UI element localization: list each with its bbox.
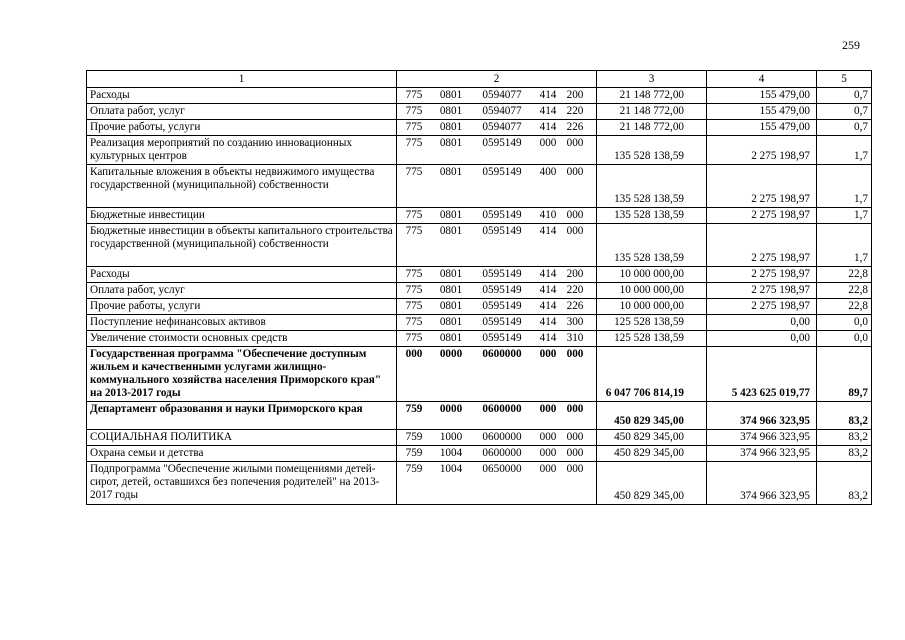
percent-executed: 83,2	[817, 402, 872, 430]
table-row	[87, 267, 872, 283]
code-c5: 000	[566, 137, 584, 149]
code-c4: 000	[539, 463, 557, 475]
amount-planned: 135 528 138,59	[597, 224, 707, 267]
code-c5: 000	[566, 403, 584, 415]
code-c3: 0595149	[482, 300, 522, 312]
row-name: Бюджетные инвестиции в объекты капитального строительства государственной (муниципальной) собственности	[87, 224, 397, 267]
code-c4: 414	[539, 268, 557, 280]
code-c1: 775	[405, 332, 423, 344]
code-c2: 0801	[439, 284, 463, 296]
row-classification-codes	[397, 104, 597, 120]
amount-executed: 155 479,00	[707, 120, 817, 136]
amount-planned: 6 047 706 814,19	[597, 347, 707, 402]
code-c4: 414	[539, 300, 557, 312]
code-c1: 759	[405, 463, 423, 475]
table-row	[87, 462, 872, 505]
code-c1: 775	[405, 300, 423, 312]
percent-executed: 22,8	[817, 283, 872, 299]
row-name: Расходы	[87, 267, 397, 283]
row-classification-codes	[397, 430, 597, 446]
amount-planned: 10 000 000,00	[597, 283, 707, 299]
table-row	[87, 331, 872, 347]
amount-planned: 21 148 772,00	[597, 104, 707, 120]
code-c1: 775	[405, 284, 423, 296]
code-c3: 0600000	[482, 348, 522, 360]
code-c1: 759	[405, 431, 423, 443]
row-name: Расходы	[87, 88, 397, 104]
amount-executed: 5 423 625 019,77	[707, 347, 817, 402]
row-classification-codes	[397, 88, 597, 104]
table-row	[87, 88, 872, 104]
code-c5: 220	[566, 284, 584, 296]
table-row	[87, 136, 872, 165]
row-classification-codes	[397, 462, 597, 505]
table-row	[87, 224, 872, 267]
code-c4: 414	[539, 121, 557, 133]
code-c5: 300	[566, 316, 584, 328]
amount-planned: 450 829 345,00	[597, 462, 707, 505]
amount-planned: 21 148 772,00	[597, 88, 707, 104]
table-body	[87, 71, 872, 505]
code-c2: 0801	[439, 332, 463, 344]
table-row	[87, 165, 872, 208]
code-c5: 226	[566, 121, 584, 133]
code-c4: 000	[539, 137, 557, 149]
code-c4: 000	[539, 348, 557, 360]
code-c2: 0801	[439, 137, 463, 149]
code-c3: 0595149	[482, 137, 522, 149]
code-c2: 0801	[439, 300, 463, 312]
percent-executed: 0,0	[817, 331, 872, 347]
header-col-3: 3	[597, 71, 707, 88]
amount-planned: 10 000 000,00	[597, 267, 707, 283]
code-c2: 0801	[439, 225, 463, 237]
header-col-5: 5	[817, 71, 872, 88]
percent-executed: 1,7	[817, 165, 872, 208]
amount-planned: 450 829 345,00	[597, 402, 707, 430]
code-c5: 000	[566, 447, 584, 459]
code-c3: 0600000	[482, 431, 522, 443]
row-name: Оплата работ, услуг	[87, 283, 397, 299]
code-c1: 775	[405, 209, 423, 221]
amount-executed: 155 479,00	[707, 104, 817, 120]
amount-executed: 374 966 323,95	[707, 402, 817, 430]
code-c5: 000	[566, 166, 584, 178]
code-c2: 1004	[439, 447, 463, 459]
amount-executed: 2 275 198,97	[707, 299, 817, 315]
code-c4: 414	[539, 332, 557, 344]
code-c4: 414	[539, 284, 557, 296]
row-classification-codes	[397, 165, 597, 208]
header-row	[87, 71, 872, 88]
code-c1: 775	[405, 89, 423, 101]
table-row	[87, 347, 872, 402]
code-c1: 775	[405, 121, 423, 133]
row-classification-codes	[397, 120, 597, 136]
code-c4: 414	[539, 89, 557, 101]
code-c1: 775	[405, 268, 423, 280]
percent-executed: 22,8	[817, 299, 872, 315]
table-row	[87, 283, 872, 299]
row-name: Департамент образования и науки Приморского края	[87, 402, 397, 430]
code-c4: 000	[539, 431, 557, 443]
row-classification-codes	[397, 208, 597, 224]
code-c3: 0594077	[482, 89, 522, 101]
row-name: Бюджетные инвестиции	[87, 208, 397, 224]
code-c4: 414	[539, 316, 557, 328]
row-classification-codes	[397, 315, 597, 331]
amount-executed: 374 966 323,95	[707, 462, 817, 505]
amount-planned: 10 000 000,00	[597, 299, 707, 315]
amount-planned: 21 148 772,00	[597, 120, 707, 136]
row-classification-codes	[397, 299, 597, 315]
code-c2: 1004	[439, 463, 463, 475]
percent-executed: 1,7	[817, 224, 872, 267]
table-row	[87, 446, 872, 462]
code-c5: 220	[566, 105, 584, 117]
code-c2: 0801	[439, 166, 463, 178]
row-name: Увеличение стоимости основных средств	[87, 331, 397, 347]
percent-executed: 22,8	[817, 267, 872, 283]
amount-executed: 2 275 198,97	[707, 283, 817, 299]
table-row	[87, 120, 872, 136]
percent-executed: 83,2	[817, 430, 872, 446]
code-c3: 0650000	[482, 463, 522, 475]
code-c1: 775	[405, 105, 423, 117]
code-c4: 400	[539, 166, 557, 178]
code-c4: 410	[539, 209, 557, 221]
code-c5: 310	[566, 332, 584, 344]
table-row	[87, 208, 872, 224]
code-c1: 775	[405, 316, 423, 328]
code-c5: 000	[566, 348, 584, 360]
row-name: Прочие работы, услуги	[87, 120, 397, 136]
code-c5: 200	[566, 89, 584, 101]
code-c2: 0801	[439, 268, 463, 280]
code-c2: 0801	[439, 316, 463, 328]
row-classification-codes	[397, 136, 597, 165]
code-c1: 775	[405, 137, 423, 149]
code-c4: 000	[539, 447, 557, 459]
code-c3: 0600000	[482, 447, 522, 459]
row-name: Реализация мероприятий по созданию инновационных культурных центров	[87, 136, 397, 165]
row-name: СОЦИАЛЬНАЯ ПОЛИТИКА	[87, 430, 397, 446]
percent-executed: 89,7	[817, 347, 872, 402]
row-classification-codes	[397, 402, 597, 430]
code-c4: 000	[539, 403, 557, 415]
code-c3: 0594077	[482, 121, 522, 133]
code-c5: 000	[566, 463, 584, 475]
code-c3: 0595149	[482, 316, 522, 328]
table-row	[87, 315, 872, 331]
row-classification-codes	[397, 224, 597, 267]
header-col-1: 1	[87, 71, 397, 88]
row-name: Государственная программа "Обеспечение доступным жильем и качественными услугами жилищно-коммунального хозяйства населения Приморского края" на 2013-2017 годы	[87, 347, 397, 402]
code-c2: 0000	[439, 403, 463, 415]
code-c1: 775	[405, 166, 423, 178]
row-classification-codes	[397, 347, 597, 402]
code-c3: 0595149	[482, 209, 522, 221]
code-c2: 0000	[439, 348, 463, 360]
code-c5: 000	[566, 431, 584, 443]
code-c3: 0600000	[482, 403, 522, 415]
amount-planned: 450 829 345,00	[597, 446, 707, 462]
percent-executed: 1,7	[817, 208, 872, 224]
table-row	[87, 299, 872, 315]
budget-table	[86, 70, 872, 505]
code-c1: 000	[405, 348, 423, 360]
code-c5: 226	[566, 300, 584, 312]
percent-executed: 0,0	[817, 315, 872, 331]
row-classification-codes	[397, 446, 597, 462]
code-c2: 0801	[439, 121, 463, 133]
amount-executed: 2 275 198,97	[707, 136, 817, 165]
row-classification-codes	[397, 283, 597, 299]
amount-executed: 374 966 323,95	[707, 446, 817, 462]
amount-planned: 125 528 138,59	[597, 315, 707, 331]
code-c3: 0595149	[482, 166, 522, 178]
row-name: Подпрограмма "Обеспечение жилыми помещениями детей-сирот, детей, оставшихся без попечения родителей" на 2013-2017 годы	[87, 462, 397, 505]
amount-executed: 2 275 198,97	[707, 267, 817, 283]
code-c1: 759	[405, 447, 423, 459]
amount-executed: 2 275 198,97	[707, 208, 817, 224]
percent-executed: 1,7	[817, 136, 872, 165]
amount-executed: 374 966 323,95	[707, 430, 817, 446]
code-c2: 1000	[439, 431, 463, 443]
row-name: Охрана семьи и детства	[87, 446, 397, 462]
amount-executed: 2 275 198,97	[707, 224, 817, 267]
table-row	[87, 430, 872, 446]
code-c4: 414	[539, 105, 557, 117]
percent-executed: 0,7	[817, 88, 872, 104]
amount-executed: 2 275 198,97	[707, 165, 817, 208]
row-classification-codes	[397, 267, 597, 283]
code-c3: 0595149	[482, 332, 522, 344]
percent-executed: 0,7	[817, 104, 872, 120]
amount-planned: 135 528 138,59	[597, 165, 707, 208]
row-name: Капитальные вложения в объекты недвижимого имущества государственной (муниципальной) собственности	[87, 165, 397, 208]
code-c5: 000	[566, 225, 584, 237]
amount-planned: 450 829 345,00	[597, 430, 707, 446]
amount-executed: 155 479,00	[707, 88, 817, 104]
percent-executed: 83,2	[817, 446, 872, 462]
code-c3: 0595149	[482, 284, 522, 296]
page-number: 259	[842, 38, 860, 52]
amount-planned: 135 528 138,59	[597, 208, 707, 224]
row-name: Оплата работ, услуг	[87, 104, 397, 120]
amount-executed: 0,00	[707, 331, 817, 347]
code-c2: 0801	[439, 105, 463, 117]
percent-executed: 0,7	[817, 120, 872, 136]
header-col-2: 2	[397, 71, 597, 88]
row-classification-codes	[397, 331, 597, 347]
code-c3: 0595149	[482, 225, 522, 237]
code-c4: 414	[539, 225, 557, 237]
amount-planned: 135 528 138,59	[597, 136, 707, 165]
code-c3: 0594077	[482, 105, 522, 117]
code-c1: 759	[405, 403, 423, 415]
row-name: Поступление нефинансовых активов	[87, 315, 397, 331]
percent-executed: 83,2	[817, 462, 872, 505]
amount-planned: 125 528 138,59	[597, 331, 707, 347]
code-c5: 200	[566, 268, 584, 280]
code-c2: 0801	[439, 209, 463, 221]
table-row	[87, 402, 872, 430]
header-col-4: 4	[707, 71, 817, 88]
row-name: Прочие работы, услуги	[87, 299, 397, 315]
code-c5: 000	[566, 209, 584, 221]
table-row	[87, 104, 872, 120]
amount-executed: 0,00	[707, 315, 817, 331]
code-c1: 775	[405, 225, 423, 237]
code-c2: 0801	[439, 89, 463, 101]
code-c3: 0595149	[482, 268, 522, 280]
